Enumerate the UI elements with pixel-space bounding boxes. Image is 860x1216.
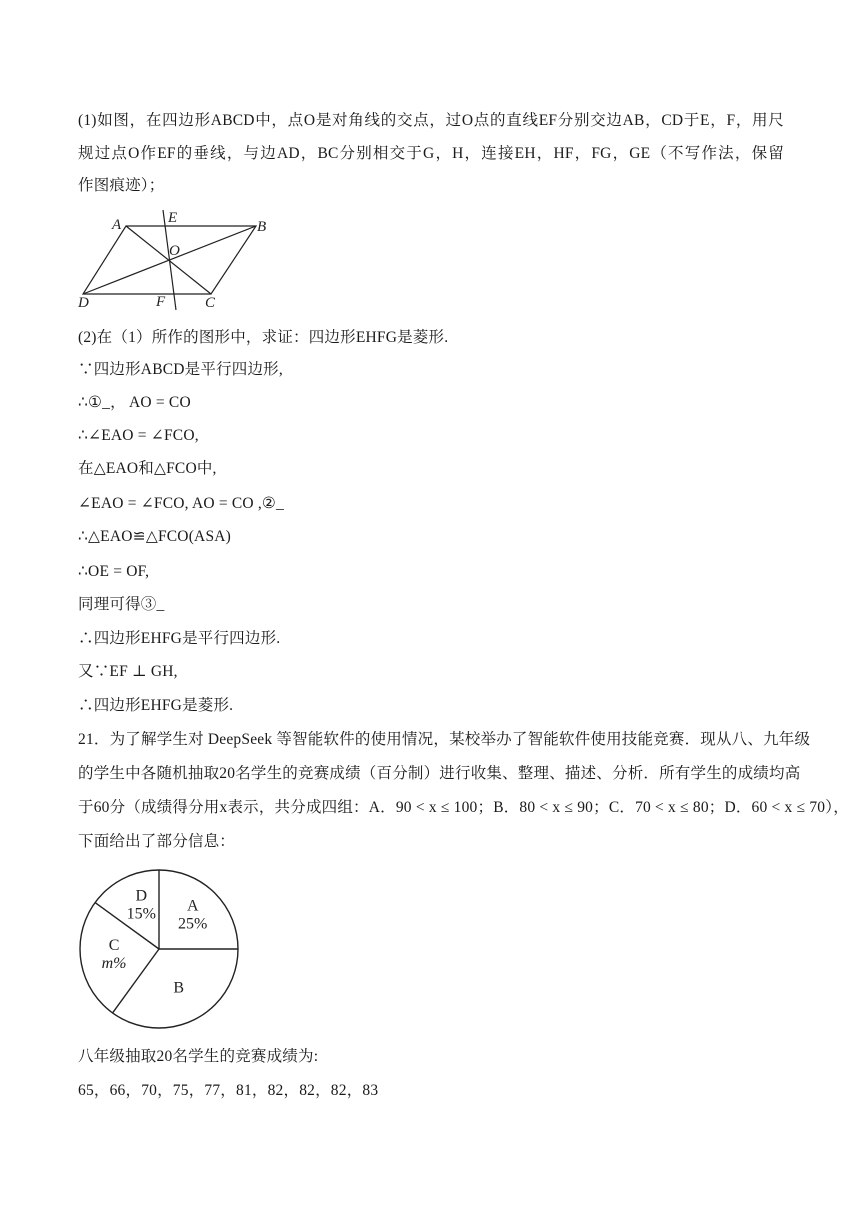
label-c: C: [205, 295, 216, 311]
label-d: D: [78, 295, 89, 311]
proof-step-10: 又∵EF ⊥ GH,: [78, 663, 178, 680]
label-f: F: [156, 294, 166, 310]
proof-step-11: ∴四边形EHFG是菱形.: [78, 697, 234, 714]
part2-intro: (2)在（1）所作的图形中，求证：四边形EHFG是菱形.: [78, 329, 449, 346]
part1-line3: 作图痕迹）；: [78, 177, 165, 194]
pie-label-b: B: [173, 979, 185, 997]
proof-step-6: ∴△EAO≌△FCO(ASA): [78, 528, 232, 545]
pie-label-c: C: [108, 936, 120, 954]
pie-label-a: A: [186, 897, 199, 915]
proof-step-5: ∠EAO = ∠FCO, AO = CO ,②_: [78, 495, 284, 512]
pie-value-d: 15%: [126, 905, 156, 923]
proof-step-9: ∴四边形EHFG是平行四边形.: [78, 630, 281, 647]
pie-chart: [76, 866, 242, 1032]
q21-line1: 21．为了解学生对 DeepSeek 等智能软件的使用情况，某校举办了智能软件使用技能竞赛．现从八、九年级: [78, 731, 811, 748]
label-a: A: [112, 217, 122, 233]
q21-line4: 下面给出了部分信息：: [78, 833, 236, 850]
part1-line1: (1)如图，在四边形ABCD中，点O是对角线的交点，过O点的直线EF分别交边AB，CD于E，F，用尺: [78, 112, 784, 129]
label-o: O: [169, 243, 180, 259]
part1-line2: 规过点O作EF的垂线，与边AD，BC分别相交于G，H，连接EH，HF，FG，GE（不写作法，保留: [78, 145, 784, 162]
proof-step-8: 同理可得③_: [78, 596, 165, 613]
proof-step-4: 在△EAO和△FCO中,: [78, 460, 217, 477]
proof-step-7: ∴OE = OF,: [78, 563, 150, 580]
grade8-title: 八年级抽取20名学生的竞赛成绩为:: [78, 1048, 319, 1065]
label-e: E: [168, 210, 178, 226]
q21-line3: 于60分（成绩得分用x表示，共分成四组：A．90 < x ≤ 100；B．80 < x ≤ 90；C．70 < x ≤ 80；D．60 < x ≤ 70），: [78, 799, 849, 816]
label-b: B: [257, 219, 267, 235]
pie-label-d: D: [135, 887, 148, 905]
pie-value-c: m%: [101, 954, 127, 972]
parallelogram-figure: [76, 206, 276, 312]
proof-step-3: ∴∠EAO = ∠FCO,: [78, 427, 199, 444]
q21-line2: 的学生中各随机抽取20名学生的竞赛成绩（百分制）进行收集、整理、描述、分析．所有学生的成绩均高: [78, 765, 801, 782]
pie-value-a: 25%: [178, 915, 208, 933]
grade8-scores: 65，66，70，75，77，81，82，82，82，83: [78, 1082, 379, 1099]
proof-step-1: ∵四边形ABCD是平行四边形,: [78, 361, 283, 378]
proof-step-2: ∴①_， AO = CO: [78, 394, 191, 411]
